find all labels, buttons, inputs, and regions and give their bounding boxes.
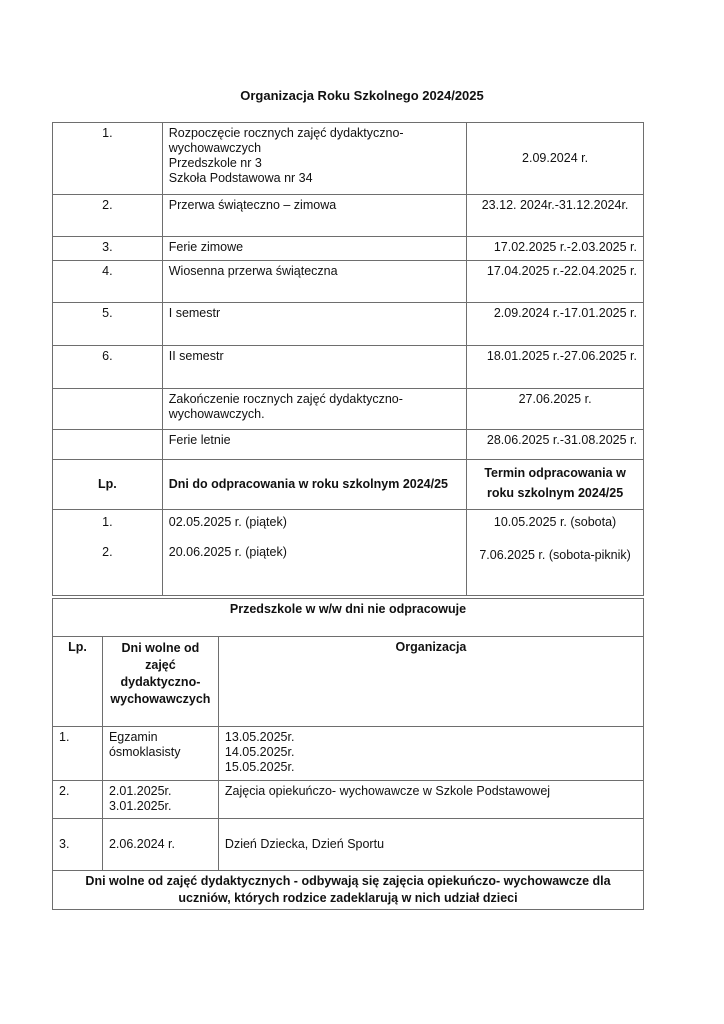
organization: Zajęcia opiekuńczo- wychowawcze w Szkole Podstawowej (218, 781, 643, 819)
free-day: 2.06.2024 r. (102, 819, 218, 871)
column-header-lp: Lp. (53, 460, 163, 510)
event-name: Ferie zimowe (162, 237, 466, 261)
event-date: 17.04.2025 r.-22.04.2025 r. (467, 261, 644, 303)
column-header-free-days: Dni wolne od zajęć dydaktyczno-wychowawczych (102, 637, 218, 727)
table-row (53, 510, 644, 596)
row-number (53, 430, 163, 460)
table-row (53, 303, 644, 346)
event-date: 23.12. 2024r.-31.12.2024r. (467, 195, 644, 237)
schedule-table (52, 122, 644, 596)
free-day: 2.01.2025r. 3.01.2025r. (102, 781, 218, 819)
organization: 13.05.2025r. 14.05.2025r. 15.05.2025r. (218, 727, 643, 781)
event-name: II semestr (162, 346, 466, 389)
footer-note: Dni wolne od zajęć dydaktycznych - odbywają się zajęcia opiekuńczo- wychowawcze dla uczniów, których rodzice zadeklarują w nich udział dzieci (53, 871, 644, 910)
table-row (53, 430, 644, 460)
table-row (53, 346, 644, 389)
event-name: I semestr (162, 303, 466, 346)
event-name: Wiosenna przerwa świąteczna (162, 261, 466, 303)
makeup-terms: 10.05.2025 r. (sobota) 7.06.2025 r. (sobota-piknik) (467, 510, 644, 596)
row-number: 1. (53, 727, 103, 781)
page-title: Organizacja Roku Szkolnego 2024/2025 (240, 88, 484, 103)
row-number: 3. (53, 237, 163, 261)
free-day: Egzamin ósmoklasisty (102, 727, 218, 781)
organization: Dzień Dziecka, Dzień Sportu (218, 819, 643, 871)
event-date: 2.09.2024 r.-17.01.2025 r. (467, 303, 644, 346)
event-name: Przerwa świąteczno – zimowa (162, 195, 466, 237)
preschool-note: Przedszkole w w/w dni nie odpracowuje (53, 599, 644, 637)
note-row (53, 599, 644, 637)
row-number: 4. (53, 261, 163, 303)
event-date: 17.02.2025 r.-2.03.2025 r. (467, 237, 644, 261)
event-name: Rozpoczęcie rocznych zajęć dydaktyczno- wychowawczych Przedszkole nr 3 Szkoła Podstawowa nr 34 (162, 123, 466, 195)
row-number: 2. (53, 781, 103, 819)
event-name: Ferie letnie (162, 430, 466, 460)
table-row (53, 195, 644, 237)
free-days-header-row (53, 637, 644, 727)
table-row (53, 237, 644, 261)
row-number: 1. (53, 123, 163, 195)
column-header-term: Termin odpracowania w roku szkolnym 2024/25 (467, 460, 644, 510)
row-number: 5. (53, 303, 163, 346)
event-date: 27.06.2025 r. (467, 389, 644, 430)
event-date: 2.09.2024 r. (467, 123, 644, 195)
column-header-lp: Lp. (53, 637, 103, 727)
event-name: Zakończenie rocznych zajęć dydaktyczno- wychowawczych. (162, 389, 466, 430)
table-row (53, 389, 644, 430)
footer-row (53, 871, 644, 910)
row-numbers: 1. 2. (53, 510, 163, 596)
row-number: 2. (53, 195, 163, 237)
free-days-table (52, 598, 644, 910)
column-header-organization: Organizacja (218, 637, 643, 727)
event-date: 28.06.2025 r.-31.08.2025 r. (467, 430, 644, 460)
row-number: 3. (53, 819, 103, 871)
table-row (53, 781, 644, 819)
makeup-header-row (53, 460, 644, 510)
event-date: 18.01.2025 r.-27.06.2025 r. (467, 346, 644, 389)
table-row (53, 261, 644, 303)
table-row (53, 123, 644, 195)
row-number: 6. (53, 346, 163, 389)
table-row (53, 819, 644, 871)
row-number (53, 389, 163, 430)
table-row (53, 727, 644, 781)
column-header-days: Dni do odpracowania w roku szkolnym 2024/25 (162, 460, 466, 510)
makeup-days: 02.05.2025 r. (piątek) 20.06.2025 r. (piątek) (162, 510, 466, 596)
